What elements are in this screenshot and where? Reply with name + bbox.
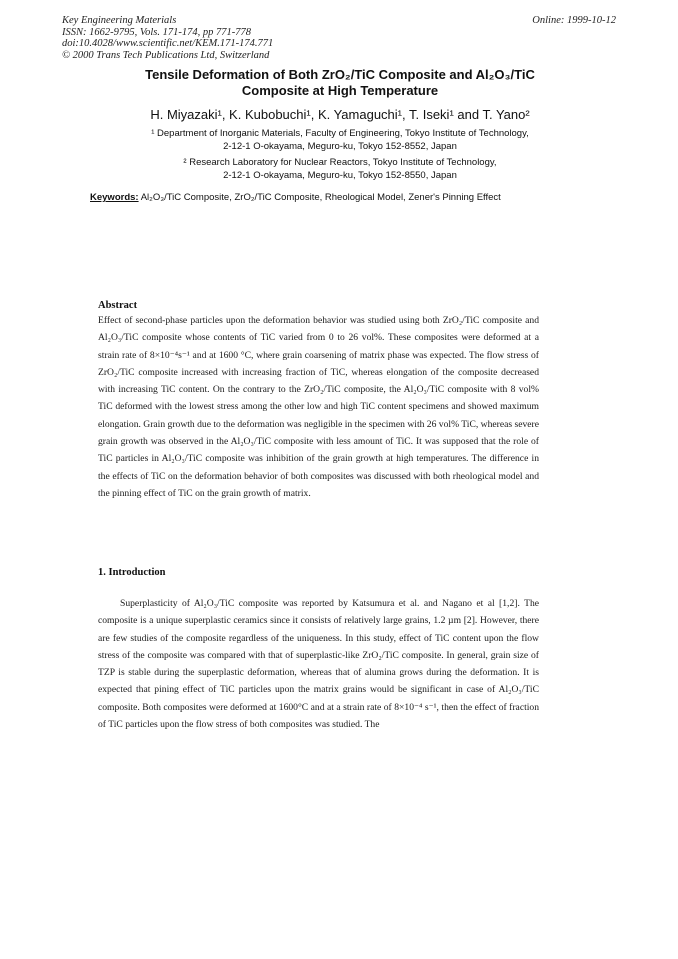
journal-header xyxy=(62,15,273,61)
introduction-body: Superplasticity of Al₂O₃/TiC composite was reported by Katsumura et al. and Nagano et al [1,2]. The composite is a unique superplastic ceramics since it consists of relatively large grains, 1.2 µm [2]. However, there are few studies of the composite regardless of the uniqueness. In this study, effect of TiC content upon the flow stress of the composite was compared with that of superplastic-like ZrO₂/TiC composite. In general, grain size of TZP is stable during the superplastic deformation, whereas that of alumina grows during the deformation. It is expected that pining effect of TiC particles upon the matrix grains would be significant in case of Al₂O₃/TiC composite. Both composites were deformed at 1600°C and at a strain rate of 8×10⁻⁴ s⁻¹, then the effect of fraction of TiC particles upon the flow stress of both composites was studied. The xyxy=(98,598,539,731)
author-list: H. Miyazaki¹, K. Kubobuchi¹, K. Yamaguchi¹, T. Iseki¹ and T. Yano² xyxy=(150,107,530,122)
journal-name: Key Engineering Materials xyxy=(62,15,177,26)
affiliation-2 xyxy=(80,157,600,182)
affiliation-1 xyxy=(80,128,600,153)
keywords-text: Al₂O₃/TiC Composite, ZrO₂/TiC Composite, Rheological Model, Zener's Pinning Effect xyxy=(138,192,501,203)
title-line-2: Composite at High Temperature xyxy=(241,83,439,98)
abstract-heading: Abstract xyxy=(98,300,138,311)
paper-title xyxy=(60,67,620,99)
affiliation-1-line-1: ¹ Department of Inorganic Materials, Faculty of Engineering, Tokyo Institute of Technology, xyxy=(151,128,529,139)
introduction-heading: 1. Introduction xyxy=(98,567,166,578)
affiliation-1-line-2: 2-12-1 O-okayama, Meguro-ku, Tokyo 152-8552, Japan xyxy=(223,140,457,152)
keywords-label: Keywords: xyxy=(90,192,139,203)
online-date: Online: 1999-10-12 xyxy=(532,15,616,26)
affiliation-2-line-2: 2-12-1 O-okayama, Meguro-ku, Tokyo 152-8550, Japan xyxy=(223,169,457,181)
affiliation-2-line-1: ² Research Laboratory for Nuclear Reactors, Tokyo Institute of Technology, xyxy=(183,157,497,168)
issn-line: ISSN: 1662-9795, Vols. 171-174, pp 771-778 xyxy=(62,26,251,38)
doi-line[interactable]: doi:10.4028/www.scientific.net/KEM.171-174.771 xyxy=(62,38,274,50)
title-line-1: Tensile Deformation of Both ZrO₂/TiC Composite and Al₂O₃/TiC xyxy=(145,67,535,82)
copyright-line: © 2000 Trans Tech Publications Ltd, Switzerland xyxy=(62,49,270,61)
keywords xyxy=(90,192,610,204)
abstract-body: Effect of second-phase particles upon the deformation behavior was studied using both ZrO₂/TiC composite and Al₂O₃/TiC composite whose contents of TiC varied from 0 to 26 vol%. These composites were deformed at a strain rate of 8×10⁻⁴s⁻¹ and at 1600 °C, where grain coarsening of matrix phase was expected. The flow stress of ZrO₂/TiC composite increased with increasing fraction of TiC, whereas elongation of the composite decreased with increasing TiC content. On the contrary to the ZrO₂/TiC composite, the Al₂O₃/TiC composite with 8 vol% TiC deformed with the lowest stress among the other low and high TiC content specimens and showed maximum elongation. Grain growth due to the deformation was negligible in the specimen with 26 vol% TiC, whereas severe grain growth was observed in the Al₂O₃/TiC composite with less amount of TiC. It was supposed that the role of TiC particles in Al₂O₃/TiC composite was inhibition of the grain growth at high temperatures. The difference in the effects of TiC on the deformation behavior of both composites was discussed with both rheological model and the pinning effect of TiC on the grain growth of matrix. xyxy=(98,315,539,499)
